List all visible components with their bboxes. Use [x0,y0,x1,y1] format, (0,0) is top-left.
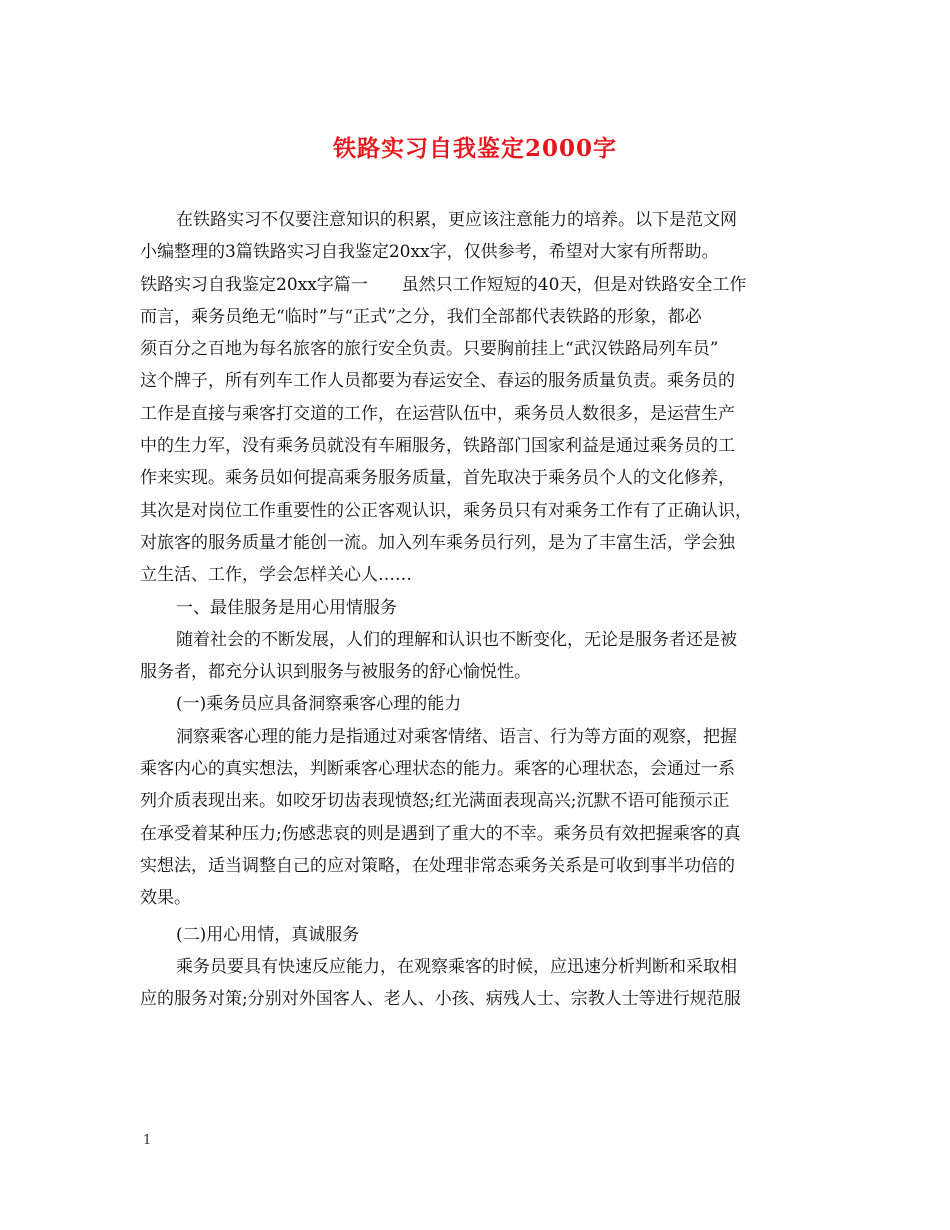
paragraph-line: 在承受着某种压力;伤感悲哀的则是遇到了重大的不幸。乘务员有效把握乘客的真 [140,823,741,844]
paragraph-line: 小编整理的3篇铁路实习自我鉴定20xx字，仅供参考，希望对大家有所帮助。 [140,242,719,263]
paragraph-line: 应的服务对策;分别对外国客人、老人、小孩、病残人士、宗教人士等进行规范服 [140,989,741,1010]
paragraph-line: 乘客内心的真实想法，判断乘客心理状态的能力。乘客的心理状态，会通过一系 [140,759,735,780]
paragraph-line: 中的生力军，没有乘务员就没有车厢服务，铁路部门国家利益是通过乘务员的工 [140,436,735,457]
document-body [140,204,826,1015]
paragraph-line: 洞察乘客心理的能力是指通过对乘客情绪、语言、行为等方面的观察，把握 [176,726,737,747]
paragraph-line: 在铁路实习不仅要注意知识的积累，更应该注意能力的培养。以下是范文网 [176,210,737,230]
paragraph-line: 效果。 [140,888,191,909]
paragraph-line: 实想法，适当调整自己的应对策略，在处理非常态乘务关系是可收到事半功倍的 [140,855,735,876]
page-number: 1 [143,1133,152,1148]
paragraph-line: 随着社会的不断发展，人们的理解和认识也不断变化，无论是服务者还是被 [176,629,737,650]
paragraph-line: 其次是对岗位工作重要性的公正客观认识，乘务员只有对乘务工作有了正确认识， [140,500,752,521]
section-heading: 一、最佳服务是用心用情服务 [176,597,397,618]
paragraph-line: 对旅客的服务质量才能创一流。加入列车乘务员行列，是为了丰富生活，学会独 [140,532,735,553]
paragraph-line: 铁路实习自我鉴定20xx字篇一 虽然只工作短短的40天，但是对铁路安全工作 [140,274,747,295]
subsection-heading: (一)乘务员应具备洞察乘客心理的能力 [176,694,462,715]
paragraph-line: 须百分之百地为每名旅客的旅行安全负责。只要胸前挂上“武汉铁路局列车员” [140,339,719,360]
paragraph-line: 服务者，都充分认识到服务与被服务的舒心愉悦性。 [140,662,531,683]
document-title: 铁路实习自我鉴定2000字 [332,135,617,162]
paragraph-line: 立生活、工作，学会怎样关心人…… [140,565,412,586]
paragraph-line: 而言，乘务员绝无“临时”与“正式”之分，我们全部都代表铁路的形象，都必 [140,306,702,327]
paragraph-line: 列介质表现出来。如咬牙切齿表现愤怒;红光满面表现高兴;沉默不语可能预示正 [140,791,730,812]
subsection-heading: (二)用心用情，真诚服务 [176,924,360,945]
paragraph-line: 这个牌子，所有列车工作人员都要为春运安全、春运的服务质量负责。乘务员的 [140,371,735,392]
paragraph-line: 乘务员要具有快速反应能力，在观察乘客的时候，应迅速分析判断和采取相 [176,956,737,977]
paragraph-line: 作来实现。乘务员如何提高乘务服务质量，首先取决于乘务员个人的文化修养， [140,468,735,489]
paragraph-line: 工作是直接与乘客打交道的工作，在运营队伍中，乘务员人数很多，是运营生产 [140,403,735,424]
